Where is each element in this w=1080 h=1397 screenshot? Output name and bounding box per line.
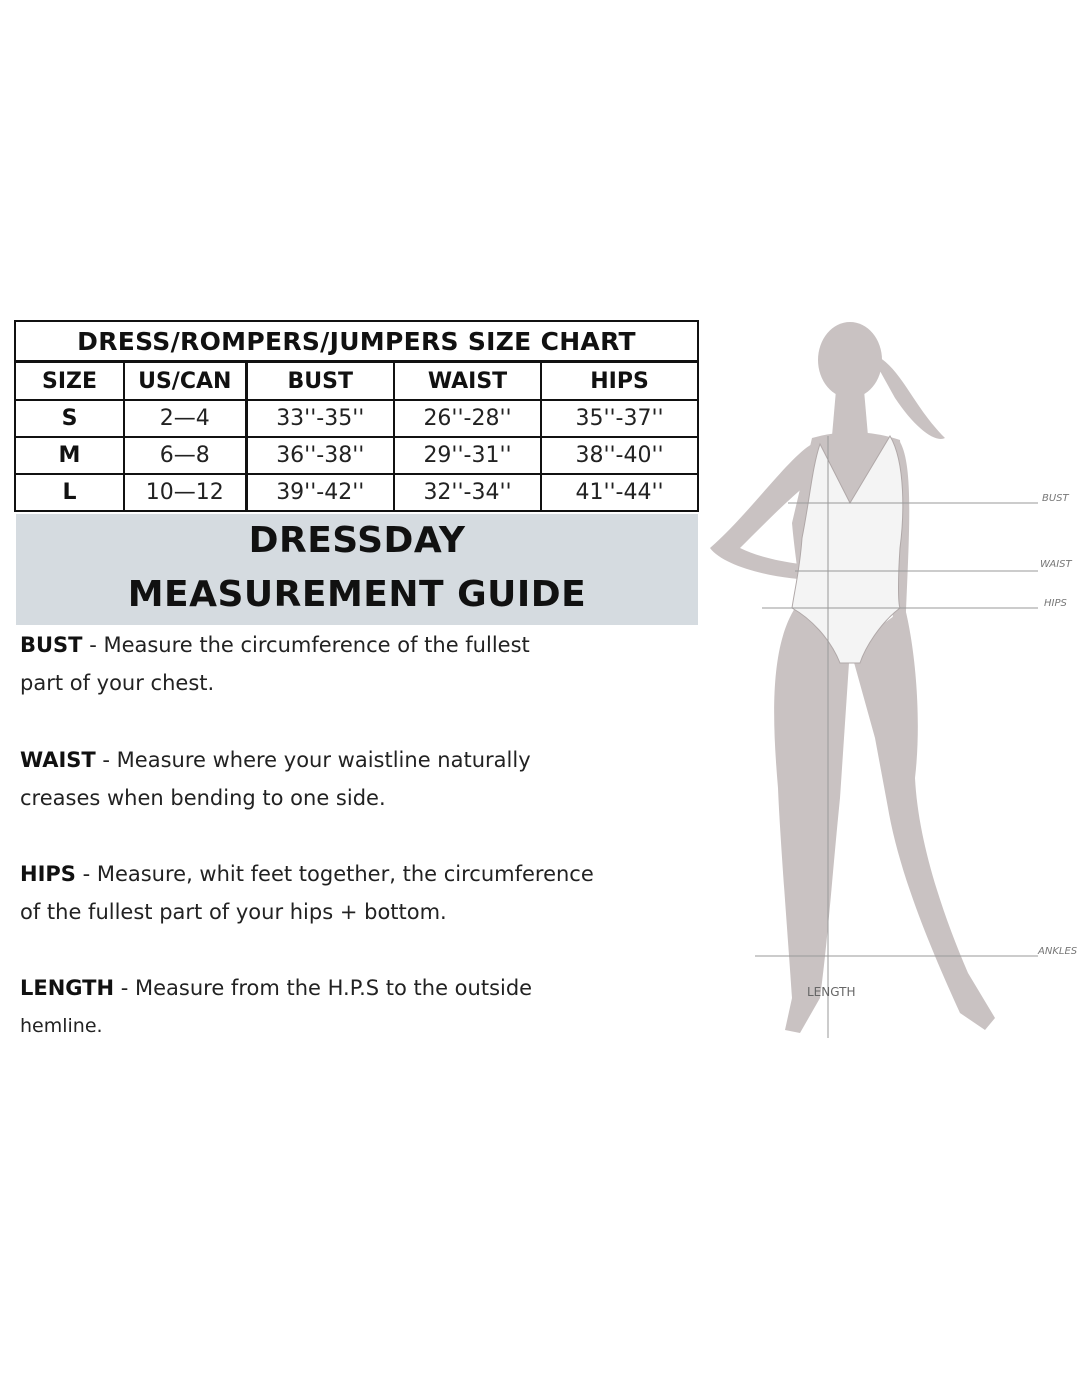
header-hips: HIPS (541, 362, 698, 401)
cell-bust: 33''-35'' (246, 400, 394, 437)
cell-hips: 41''-44'' (541, 474, 698, 511)
figure-label-waist: WAIST (1040, 559, 1072, 570)
waist-description (20, 741, 531, 817)
length-term: LENGTH (20, 976, 115, 1000)
figure-label-hips: HIPS (1044, 598, 1067, 609)
size-chart-title: DRESS/ROMPERS/JUMPERS SIZE CHART (15, 321, 698, 362)
body-measurement-figure (700, 318, 1080, 1048)
waist-term: WAIST (20, 748, 96, 772)
cell-size: L (15, 474, 124, 511)
cell-waist: 26''-28'' (394, 400, 541, 437)
figure-label-bust: BUST (1042, 493, 1069, 504)
size-chart-header-row (15, 362, 698, 401)
figure-label-ankles: ANKLES (1038, 946, 1078, 957)
cell-us-can: 6—8 (124, 437, 246, 474)
table-row (15, 437, 698, 474)
length-description (20, 969, 532, 1045)
bust-text-line2: part of your chest. (20, 671, 215, 695)
silhouette-figure (710, 322, 995, 1033)
cell-hips: 35''-37'' (541, 400, 698, 437)
cell-waist: 29''-31'' (394, 437, 541, 474)
table-row (15, 474, 698, 511)
cell-us-can: 2—4 (124, 400, 246, 437)
header-us-can: US/CAN (124, 362, 246, 401)
cell-size: S (15, 400, 124, 437)
cell-size: M (15, 437, 124, 474)
cell-bust: 36''-38'' (246, 437, 394, 474)
header-waist: WAIST (394, 362, 541, 401)
measurement-guide-banner (16, 514, 698, 625)
waist-text: - Measure where your waistline naturally (95, 748, 531, 772)
length-text: - Measure from the H.P.S to the outside (114, 976, 533, 1000)
header-size: SIZE (15, 362, 124, 401)
length-text-line2: hemline. (20, 1015, 103, 1037)
cell-us-can: 10—12 (124, 474, 246, 511)
size-chart-table (14, 320, 699, 512)
hips-description (20, 855, 594, 931)
cell-bust: 39''-42'' (246, 474, 394, 511)
guide-title: MEASUREMENT GUIDE (127, 574, 587, 615)
table-row (15, 400, 698, 437)
hips-text-line2: of the fullest part of your hips + bottom. (20, 900, 447, 924)
bust-text: - Measure the circumference of the fullest (82, 633, 530, 657)
hips-term: HIPS (20, 862, 76, 886)
cell-waist: 32''-34'' (394, 474, 541, 511)
brand-name: DRESSDAY (248, 520, 466, 561)
figure-label-length: LENGTH (807, 985, 856, 999)
waist-text-line2: creases when bending to one side. (20, 786, 386, 810)
bust-term: BUST (20, 633, 83, 657)
hips-text: - Measure, whit feet together, the circumference (75, 862, 594, 886)
bust-description (20, 626, 530, 702)
cell-hips: 38''-40'' (541, 437, 698, 474)
header-bust: BUST (246, 362, 394, 401)
